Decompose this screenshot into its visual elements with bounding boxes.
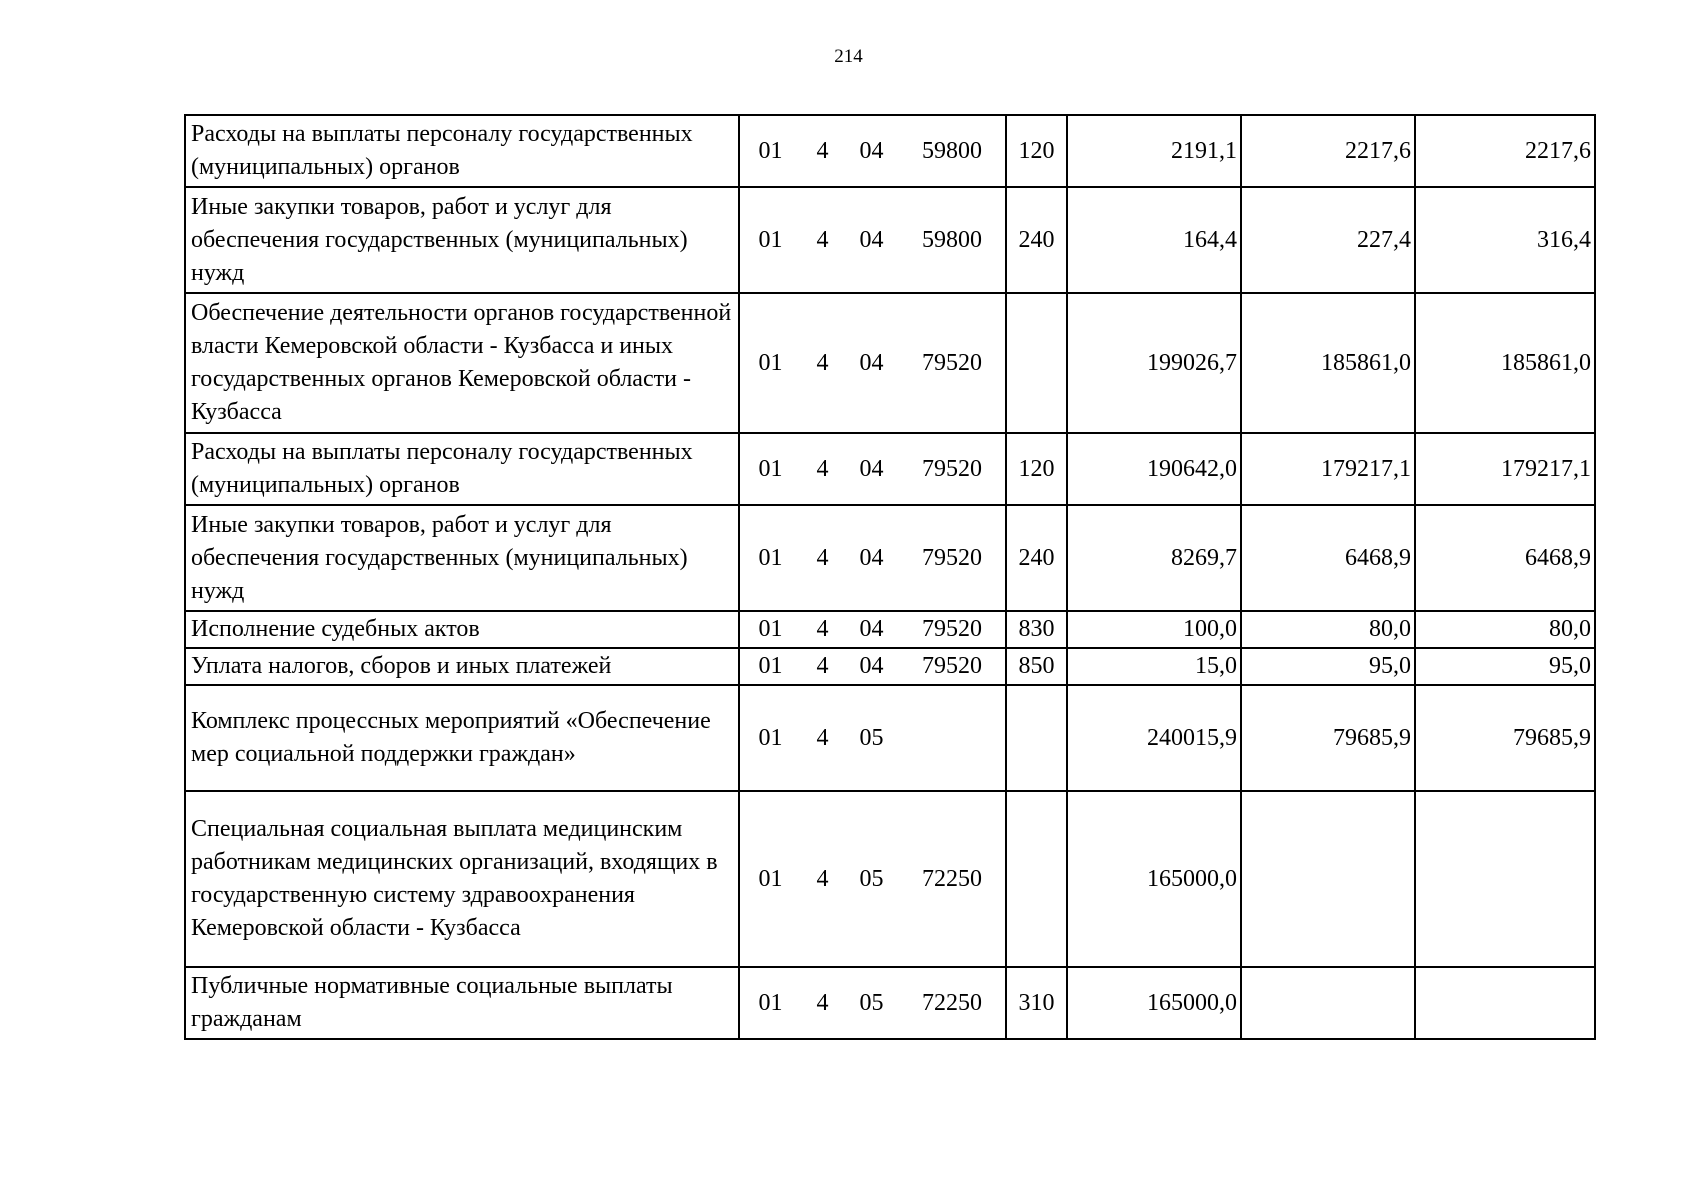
amount-year-2 <box>1241 967 1415 1039</box>
table-row <box>185 967 1595 1039</box>
amount-year-3: 80,0 <box>1415 611 1595 648</box>
amount-year-1: 190642,0 <box>1067 433 1241 505</box>
code-type: 4 <box>801 433 844 505</box>
code-type: 4 <box>801 648 844 685</box>
code-subprogram: 04 <box>844 293 899 433</box>
code-program: 01 <box>739 115 801 187</box>
code-subprogram: 04 <box>844 505 899 611</box>
code-program: 01 <box>739 433 801 505</box>
table-row <box>185 611 1595 648</box>
expense-type: 830 <box>1006 611 1067 648</box>
code-type: 4 <box>801 967 844 1039</box>
table-row <box>185 115 1595 187</box>
amount-year-2: 185861,0 <box>1241 293 1415 433</box>
table-row <box>185 187 1595 293</box>
code-subprogram: 04 <box>844 187 899 293</box>
code-subprogram: 04 <box>844 433 899 505</box>
code-direction: 79520 <box>899 648 1006 685</box>
code-direction: 79520 <box>899 611 1006 648</box>
amount-year-1: 240015,9 <box>1067 685 1241 791</box>
amount-year-2: 6468,9 <box>1241 505 1415 611</box>
amount-year-1: 8269,7 <box>1067 505 1241 611</box>
row-name: Иные закупки товаров, работ и услуг для обеспечения государственных (муниципальных) нужд <box>185 187 739 293</box>
amount-year-2 <box>1241 791 1415 967</box>
table-row <box>185 433 1595 505</box>
code-subprogram: 05 <box>844 791 899 967</box>
code-direction: 79520 <box>899 293 1006 433</box>
amount-year-1: 100,0 <box>1067 611 1241 648</box>
code-type: 4 <box>801 685 844 791</box>
amount-year-1: 2191,1 <box>1067 115 1241 187</box>
table-row <box>185 293 1595 433</box>
row-name: Уплата налогов, сборов и иных платежей <box>185 648 739 685</box>
code-program: 01 <box>739 187 801 293</box>
amount-year-3: 185861,0 <box>1415 293 1595 433</box>
code-program: 01 <box>739 685 801 791</box>
code-type: 4 <box>801 505 844 611</box>
amount-year-1: 165000,0 <box>1067 791 1241 967</box>
code-direction: 59800 <box>899 187 1006 293</box>
row-name: Расходы на выплаты персоналу государственных (муниципальных) органов <box>185 433 739 505</box>
code-subprogram: 04 <box>844 115 899 187</box>
code-subprogram: 04 <box>844 611 899 648</box>
table-row <box>185 648 1595 685</box>
row-name: Специальная социальная выплата медицинским работникам медицинских организаций, входящих в государственную систему здравоохранения Кемеровской области - Кузбасса <box>185 791 739 967</box>
expense-type: 120 <box>1006 433 1067 505</box>
amount-year-1: 199026,7 <box>1067 293 1241 433</box>
code-program: 01 <box>739 611 801 648</box>
code-subprogram: 05 <box>844 685 899 791</box>
amount-year-3: 316,4 <box>1415 187 1595 293</box>
row-name: Публичные нормативные социальные выплаты гражданам <box>185 967 739 1039</box>
row-name: Исполнение судебных актов <box>185 611 739 648</box>
expense-type: 240 <box>1006 187 1067 293</box>
expense-type: 120 <box>1006 115 1067 187</box>
code-direction: 72250 <box>899 791 1006 967</box>
code-program: 01 <box>739 293 801 433</box>
code-type: 4 <box>801 115 844 187</box>
table-row <box>185 685 1595 791</box>
row-name: Комплекс процессных мероприятий «Обеспечение мер социальной поддержки граждан» <box>185 685 739 791</box>
code-program: 01 <box>739 505 801 611</box>
code-type: 4 <box>801 187 844 293</box>
code-direction <box>899 685 1006 791</box>
amount-year-3: 95,0 <box>1415 648 1595 685</box>
amount-year-1: 164,4 <box>1067 187 1241 293</box>
code-type: 4 <box>801 611 844 648</box>
code-type: 4 <box>801 293 844 433</box>
budget-table <box>184 114 1596 1040</box>
code-direction: 79520 <box>899 505 1006 611</box>
table-row <box>185 505 1595 611</box>
amount-year-3 <box>1415 967 1595 1039</box>
code-subprogram: 05 <box>844 967 899 1039</box>
amount-year-3: 2217,6 <box>1415 115 1595 187</box>
code-program: 01 <box>739 648 801 685</box>
code-direction: 79520 <box>899 433 1006 505</box>
expense-type <box>1006 293 1067 433</box>
row-name: Обеспечение деятельности органов государственной власти Кемеровской области - Кузбасса и иных государственных органов Кемеровской области - Кузбасса <box>185 293 739 433</box>
amount-year-2: 95,0 <box>1241 648 1415 685</box>
expense-type: 310 <box>1006 967 1067 1039</box>
page-number: 214 <box>834 46 863 67</box>
amount-year-1: 165000,0 <box>1067 967 1241 1039</box>
amount-year-2: 179217,1 <box>1241 433 1415 505</box>
amount-year-1: 15,0 <box>1067 648 1241 685</box>
code-direction: 72250 <box>899 967 1006 1039</box>
amount-year-2: 79685,9 <box>1241 685 1415 791</box>
amount-year-2: 227,4 <box>1241 187 1415 293</box>
row-name: Расходы на выплаты персоналу государственных (муниципальных) органов <box>185 115 739 187</box>
code-direction: 59800 <box>899 115 1006 187</box>
code-program: 01 <box>739 967 801 1039</box>
expense-type <box>1006 791 1067 967</box>
table-row <box>185 791 1595 967</box>
code-subprogram: 04 <box>844 648 899 685</box>
amount-year-3: 179217,1 <box>1415 433 1595 505</box>
code-program: 01 <box>739 791 801 967</box>
expense-type <box>1006 685 1067 791</box>
row-name: Иные закупки товаров, работ и услуг для обеспечения государственных (муниципальных) нужд <box>185 505 739 611</box>
expense-type: 240 <box>1006 505 1067 611</box>
amount-year-3: 6468,9 <box>1415 505 1595 611</box>
amount-year-3: 79685,9 <box>1415 685 1595 791</box>
expense-type: 850 <box>1006 648 1067 685</box>
code-type: 4 <box>801 791 844 967</box>
amount-year-3 <box>1415 791 1595 967</box>
amount-year-2: 80,0 <box>1241 611 1415 648</box>
amount-year-2: 2217,6 <box>1241 115 1415 187</box>
